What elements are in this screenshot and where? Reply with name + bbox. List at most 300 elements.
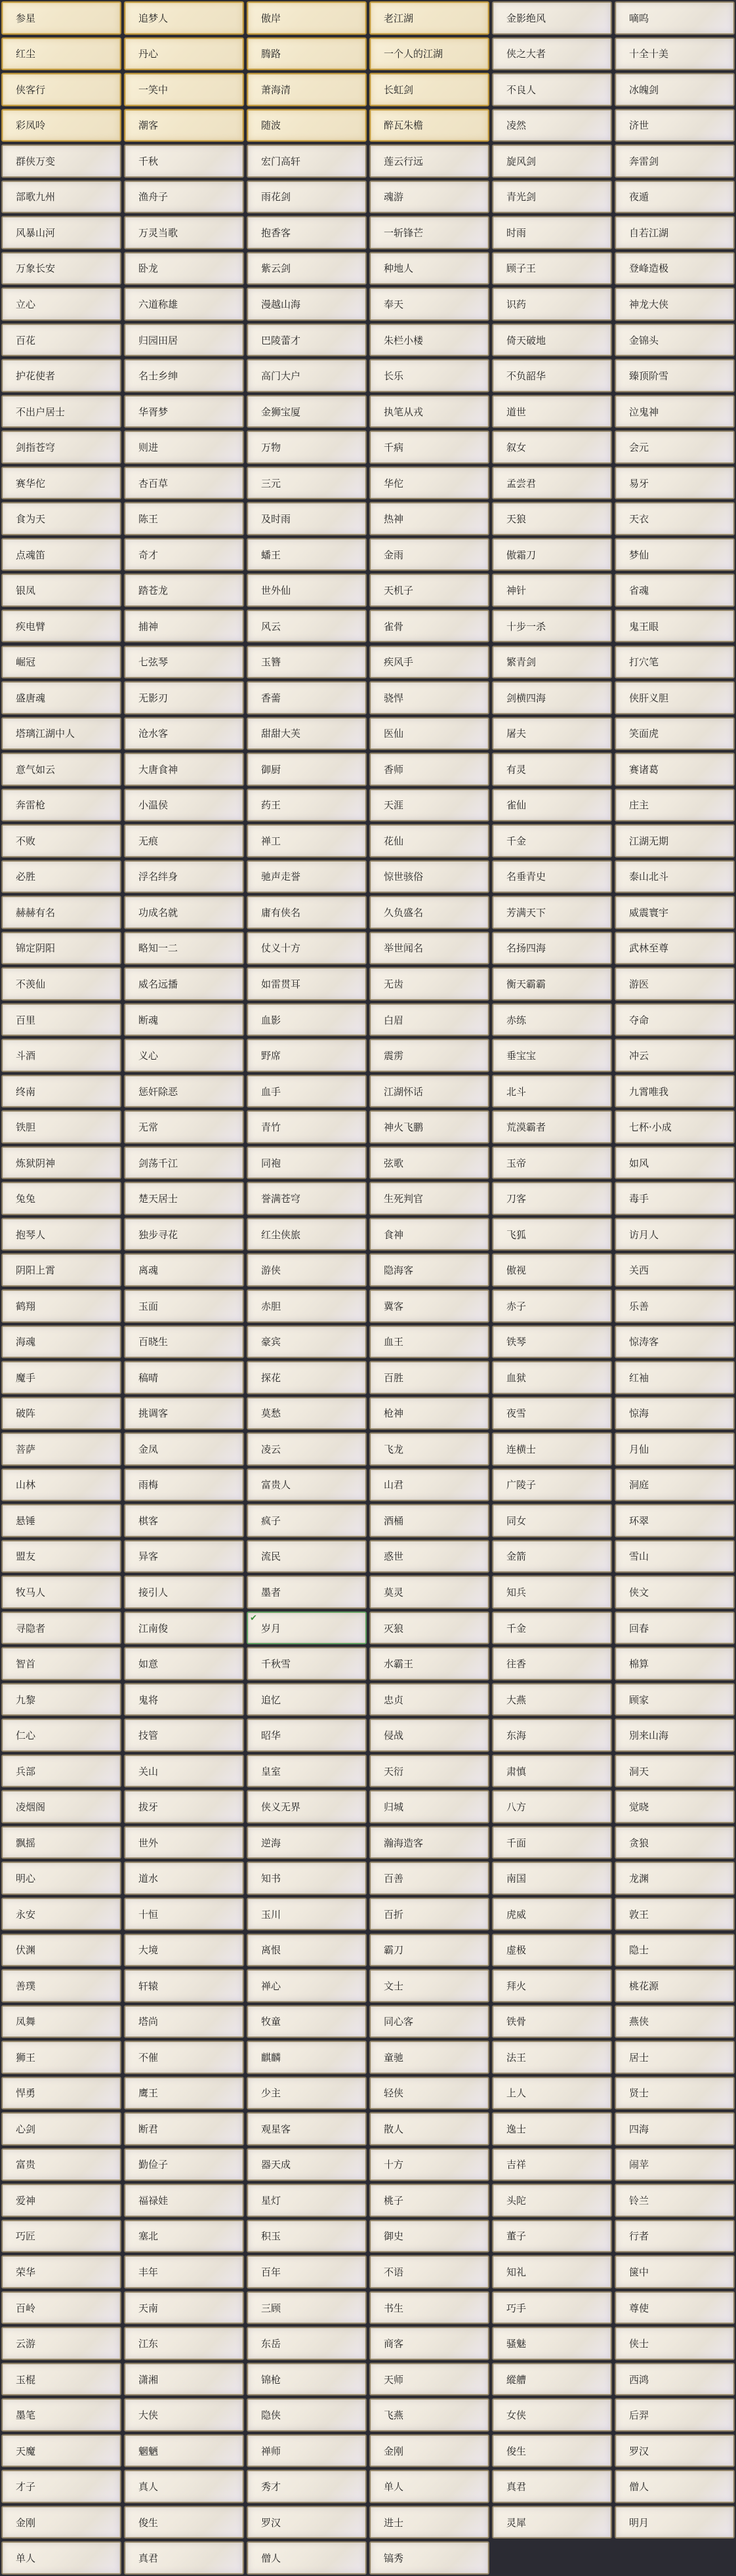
title-card[interactable] xyxy=(369,1146,489,1180)
title-card[interactable] xyxy=(247,1218,367,1251)
title-card[interactable] xyxy=(247,1755,367,1788)
title-card[interactable] xyxy=(124,1861,244,1895)
title-card[interactable] xyxy=(369,2363,489,2396)
title-card[interactable] xyxy=(1,2434,121,2468)
title-card[interactable] xyxy=(124,287,244,321)
title-card[interactable] xyxy=(369,1361,489,1394)
title-card[interactable] xyxy=(369,1683,489,1716)
title-card[interactable] xyxy=(124,1504,244,1537)
title-card[interactable] xyxy=(247,73,367,106)
title-card[interactable] xyxy=(492,467,612,500)
title-card[interactable] xyxy=(247,932,367,965)
title-card[interactable] xyxy=(615,1325,735,1359)
title-card[interactable] xyxy=(369,1826,489,1859)
title-card[interactable] xyxy=(1,1289,121,1323)
title-card[interactable] xyxy=(124,2434,244,2468)
title-card[interactable] xyxy=(615,1861,735,1895)
title-card[interactable] xyxy=(369,573,489,607)
title-card[interactable] xyxy=(615,1611,735,1645)
title-card[interactable] xyxy=(1,1110,121,1144)
title-card[interactable] xyxy=(124,2398,244,2432)
title-card[interactable] xyxy=(247,1432,367,1466)
title-card[interactable] xyxy=(247,1468,367,1502)
title-card[interactable] xyxy=(369,896,489,929)
title-card[interactable] xyxy=(124,538,244,571)
title-card[interactable] xyxy=(124,789,244,822)
title-card[interactable] xyxy=(1,1039,121,1072)
title-card[interactable] xyxy=(492,646,612,679)
title-card[interactable] xyxy=(1,1182,121,1215)
title-card[interactable] xyxy=(492,573,612,607)
title-card[interactable] xyxy=(492,359,612,392)
title-card[interactable] xyxy=(369,73,489,106)
title-card[interactable] xyxy=(124,1289,244,1323)
title-card[interactable] xyxy=(247,1397,367,1430)
title-card[interactable] xyxy=(492,1146,612,1180)
title-card[interactable] xyxy=(615,73,735,106)
title-card[interactable] xyxy=(247,2541,367,2575)
title-card[interactable] xyxy=(615,2398,735,2432)
title-card[interactable] xyxy=(247,1718,367,1752)
title-card[interactable] xyxy=(124,1934,244,1967)
title-card[interactable] xyxy=(247,824,367,858)
title-card[interactable] xyxy=(247,753,367,786)
title-card[interactable] xyxy=(615,467,735,500)
title-card[interactable] xyxy=(124,2220,244,2253)
title-card[interactable] xyxy=(124,2184,244,2217)
title-card[interactable] xyxy=(615,860,735,894)
title-card[interactable] xyxy=(492,2291,612,2325)
title-card[interactable] xyxy=(615,323,735,357)
title-card[interactable] xyxy=(1,467,121,500)
title-card[interactable] xyxy=(124,467,244,500)
title-card[interactable] xyxy=(615,1898,735,1931)
title-card[interactable] xyxy=(492,1075,612,1108)
title-card[interactable] xyxy=(247,395,367,428)
title-card[interactable] xyxy=(369,717,489,751)
title-card[interactable] xyxy=(615,753,735,786)
title-card[interactable] xyxy=(369,646,489,679)
title-card[interactable] xyxy=(492,610,612,643)
title-card[interactable] xyxy=(1,538,121,571)
title-card[interactable] xyxy=(1,323,121,357)
title-card[interactable] xyxy=(615,1218,735,1251)
title-card[interactable] xyxy=(615,1182,735,1215)
title-card[interactable] xyxy=(615,395,735,428)
title-card[interactable] xyxy=(1,1253,121,1287)
title-card[interactable] xyxy=(1,932,121,965)
title-card[interactable] xyxy=(124,932,244,965)
title-card[interactable] xyxy=(492,2506,612,2539)
title-card[interactable] xyxy=(615,1683,735,1716)
title-card[interactable] xyxy=(369,1182,489,1215)
title-card[interactable] xyxy=(124,252,244,285)
title-card[interactable] xyxy=(615,1755,735,1788)
title-card[interactable] xyxy=(615,1003,735,1037)
title-card[interactable] xyxy=(1,2363,121,2396)
title-card[interactable] xyxy=(615,824,735,858)
title-card[interactable] xyxy=(369,1218,489,1251)
title-card[interactable] xyxy=(369,467,489,500)
title-card[interactable] xyxy=(1,395,121,428)
title-card[interactable] xyxy=(124,753,244,786)
title-card[interactable] xyxy=(492,824,612,858)
title-card[interactable] xyxy=(124,109,244,142)
title-card[interactable] xyxy=(247,1898,367,1931)
title-card[interactable] xyxy=(615,1826,735,1859)
title-card[interactable] xyxy=(369,824,489,858)
title-card[interactable] xyxy=(492,1468,612,1502)
title-card[interactable] xyxy=(615,502,735,535)
title-card[interactable] xyxy=(369,323,489,357)
title-card[interactable] xyxy=(124,1397,244,1430)
title-card[interactable] xyxy=(1,1898,121,1931)
title-card[interactable] xyxy=(615,789,735,822)
title-card[interactable] xyxy=(615,967,735,1001)
title-card[interactable] xyxy=(369,1647,489,1680)
title-card[interactable] xyxy=(615,1647,735,1680)
title-card[interactable] xyxy=(247,1039,367,1072)
title-card[interactable] xyxy=(247,1003,367,1037)
title-card[interactable] xyxy=(615,2470,735,2503)
title-card[interactable] xyxy=(1,1361,121,1394)
title-card[interactable] xyxy=(247,2112,367,2146)
title-card[interactable] xyxy=(615,2220,735,2253)
title-card[interactable] xyxy=(492,1182,612,1215)
title-card[interactable] xyxy=(1,1755,121,1788)
title-card[interactable] xyxy=(492,1540,612,1573)
title-card[interactable] xyxy=(369,789,489,822)
title-card[interactable] xyxy=(247,1934,367,1967)
title-card[interactable] xyxy=(1,287,121,321)
title-card[interactable] xyxy=(1,216,121,249)
title-card[interactable] xyxy=(492,180,612,214)
title-card[interactable] xyxy=(615,2363,735,2396)
title-card[interactable] xyxy=(492,1755,612,1788)
title-card[interactable] xyxy=(492,1647,612,1680)
title-card[interactable] xyxy=(369,1003,489,1037)
title-card[interactable] xyxy=(247,896,367,929)
title-card[interactable] xyxy=(124,1718,244,1752)
title-card[interactable] xyxy=(247,1146,367,1180)
title-card[interactable] xyxy=(124,967,244,1001)
title-card[interactable] xyxy=(492,1504,612,1537)
title-card[interactable] xyxy=(247,1253,367,1287)
title-card[interactable] xyxy=(492,502,612,535)
title-card[interactable] xyxy=(369,1790,489,1823)
title-card[interactable] xyxy=(247,1611,367,1645)
title-card[interactable] xyxy=(615,2005,735,2039)
title-card[interactable] xyxy=(615,1146,735,1180)
title-card[interactable] xyxy=(124,1468,244,1502)
title-card[interactable] xyxy=(369,1969,489,2003)
title-card[interactable] xyxy=(492,1325,612,1359)
title-card[interactable] xyxy=(124,1361,244,1394)
title-card[interactable] xyxy=(124,1647,244,1680)
title-card[interactable] xyxy=(124,2327,244,2360)
title-card[interactable] xyxy=(247,359,367,392)
title-card[interactable] xyxy=(492,395,612,428)
title-card[interactable] xyxy=(492,896,612,929)
title-card[interactable] xyxy=(615,1718,735,1752)
title-card[interactable] xyxy=(247,538,367,571)
title-card[interactable] xyxy=(369,1,489,35)
title-card[interactable] xyxy=(124,323,244,357)
title-card[interactable] xyxy=(1,430,121,464)
title-card[interactable] xyxy=(247,109,367,142)
title-card[interactable] xyxy=(369,2112,489,2146)
title-card[interactable] xyxy=(615,896,735,929)
title-card[interactable] xyxy=(124,1218,244,1251)
title-card[interactable] xyxy=(369,2506,489,2539)
title-card[interactable] xyxy=(1,1397,121,1430)
title-card[interactable] xyxy=(124,216,244,249)
title-card[interactable] xyxy=(124,646,244,679)
title-card[interactable] xyxy=(615,1934,735,1967)
title-card[interactable] xyxy=(615,1,735,35)
title-card[interactable] xyxy=(247,2327,367,2360)
title-card[interactable] xyxy=(615,2327,735,2360)
title-card[interactable] xyxy=(369,2220,489,2253)
title-card[interactable] xyxy=(492,216,612,249)
title-card[interactable] xyxy=(1,1,121,35)
title-card[interactable] xyxy=(615,287,735,321)
title-card[interactable] xyxy=(1,610,121,643)
title-card[interactable] xyxy=(1,1861,121,1895)
title-card[interactable] xyxy=(124,180,244,214)
title-card[interactable] xyxy=(492,1861,612,1895)
title-card[interactable] xyxy=(1,144,121,178)
title-card[interactable] xyxy=(1,2506,121,2539)
title-card[interactable] xyxy=(369,1934,489,1967)
title-card[interactable] xyxy=(247,144,367,178)
title-card[interactable] xyxy=(124,2541,244,2575)
title-card[interactable] xyxy=(247,2398,367,2432)
title-card[interactable] xyxy=(247,430,367,464)
title-card[interactable] xyxy=(369,1504,489,1537)
title-card[interactable] xyxy=(615,1504,735,1537)
title-card[interactable] xyxy=(1,180,121,214)
title-card[interactable] xyxy=(124,1110,244,1144)
title-card[interactable] xyxy=(369,1718,489,1752)
title-card[interactable] xyxy=(1,2077,121,2110)
title-card[interactable] xyxy=(1,860,121,894)
title-card[interactable] xyxy=(492,1718,612,1752)
title-card[interactable] xyxy=(615,2255,735,2289)
title-card[interactable] xyxy=(247,467,367,500)
title-card[interactable] xyxy=(247,2005,367,2039)
title-card[interactable] xyxy=(492,144,612,178)
title-card[interactable] xyxy=(492,1934,612,1967)
title-card[interactable] xyxy=(615,2434,735,2468)
title-card[interactable] xyxy=(369,359,489,392)
title-card[interactable] xyxy=(1,2327,121,2360)
title-card[interactable] xyxy=(247,1575,367,1609)
title-card[interactable] xyxy=(615,216,735,249)
title-card[interactable] xyxy=(247,1790,367,1823)
title-card[interactable] xyxy=(124,1540,244,1573)
title-card[interactable] xyxy=(369,395,489,428)
title-card[interactable] xyxy=(492,860,612,894)
title-card[interactable] xyxy=(369,502,489,535)
title-card[interactable] xyxy=(247,216,367,249)
title-card[interactable] xyxy=(615,1110,735,1144)
title-card[interactable] xyxy=(247,573,367,607)
title-card[interactable] xyxy=(124,1432,244,1466)
title-card[interactable] xyxy=(492,1218,612,1251)
title-card[interactable] xyxy=(1,359,121,392)
title-card[interactable] xyxy=(247,287,367,321)
title-card[interactable] xyxy=(615,1468,735,1502)
title-card[interactable] xyxy=(124,1003,244,1037)
title-card[interactable] xyxy=(124,1898,244,1931)
title-card[interactable] xyxy=(369,1325,489,1359)
title-card[interactable] xyxy=(1,2398,121,2432)
title-card[interactable] xyxy=(247,502,367,535)
title-card[interactable] xyxy=(615,180,735,214)
title-card[interactable] xyxy=(492,1003,612,1037)
title-card[interactable] xyxy=(492,37,612,71)
title-card[interactable] xyxy=(1,2470,121,2503)
title-card[interactable] xyxy=(247,1,367,35)
title-card[interactable] xyxy=(615,681,735,715)
title-card[interactable] xyxy=(1,646,121,679)
title-card[interactable] xyxy=(247,1361,367,1394)
title-card[interactable] xyxy=(492,287,612,321)
title-card[interactable] xyxy=(369,932,489,965)
title-card[interactable] xyxy=(615,717,735,751)
title-card[interactable] xyxy=(247,1969,367,2003)
title-card[interactable] xyxy=(247,789,367,822)
title-card[interactable] xyxy=(615,2184,735,2217)
title-card[interactable] xyxy=(247,1683,367,1716)
title-card[interactable] xyxy=(1,73,121,106)
title-card[interactable] xyxy=(247,1289,367,1323)
title-card[interactable] xyxy=(124,2077,244,2110)
title-card[interactable] xyxy=(247,1540,367,1573)
title-card[interactable] xyxy=(369,2541,489,2575)
title-card[interactable] xyxy=(492,252,612,285)
title-card[interactable] xyxy=(492,717,612,751)
title-card[interactable] xyxy=(615,932,735,965)
title-card[interactable] xyxy=(1,1003,121,1037)
title-card[interactable] xyxy=(369,2005,489,2039)
title-card[interactable] xyxy=(124,2291,244,2325)
title-card[interactable] xyxy=(124,2148,244,2182)
title-card[interactable] xyxy=(492,1432,612,1466)
title-card[interactable] xyxy=(492,2041,612,2074)
title-card[interactable] xyxy=(247,2470,367,2503)
title-card[interactable] xyxy=(492,1361,612,1394)
title-card[interactable] xyxy=(492,2077,612,2110)
title-card[interactable] xyxy=(124,1575,244,1609)
title-card[interactable] xyxy=(369,681,489,715)
title-card[interactable] xyxy=(1,37,121,71)
title-card[interactable] xyxy=(1,502,121,535)
title-card[interactable] xyxy=(369,2327,489,2360)
title-card[interactable] xyxy=(1,1790,121,1823)
title-card[interactable] xyxy=(124,1146,244,1180)
title-card[interactable] xyxy=(124,359,244,392)
title-card[interactable] xyxy=(615,2291,735,2325)
title-card[interactable] xyxy=(247,2220,367,2253)
title-card[interactable] xyxy=(615,573,735,607)
title-card[interactable] xyxy=(247,37,367,71)
title-card[interactable] xyxy=(369,1468,489,1502)
title-card[interactable] xyxy=(369,2184,489,2217)
title-card[interactable] xyxy=(247,1504,367,1537)
title-card[interactable] xyxy=(615,610,735,643)
title-card[interactable] xyxy=(369,287,489,321)
title-card[interactable] xyxy=(247,2363,367,2396)
title-card[interactable] xyxy=(615,1397,735,1430)
title-card[interactable] xyxy=(1,2255,121,2289)
title-card[interactable] xyxy=(1,1075,121,1108)
title-card[interactable] xyxy=(124,1611,244,1645)
title-card[interactable] xyxy=(492,2434,612,2468)
title-card[interactable] xyxy=(369,2255,489,2289)
title-card[interactable] xyxy=(247,1182,367,1215)
title-card[interactable] xyxy=(247,2077,367,2110)
title-card[interactable] xyxy=(247,1110,367,1144)
title-card[interactable] xyxy=(369,610,489,643)
title-card[interactable] xyxy=(124,430,244,464)
title-card[interactable] xyxy=(615,109,735,142)
title-card[interactable] xyxy=(369,538,489,571)
title-card[interactable] xyxy=(124,1075,244,1108)
title-card[interactable] xyxy=(369,144,489,178)
title-card[interactable] xyxy=(1,753,121,786)
title-card[interactable] xyxy=(492,1790,612,1823)
title-card[interactable] xyxy=(247,1647,367,1680)
title-card[interactable] xyxy=(369,1611,489,1645)
title-card[interactable] xyxy=(369,1898,489,1931)
title-card[interactable] xyxy=(1,1325,121,1359)
title-card[interactable] xyxy=(615,144,735,178)
title-card[interactable] xyxy=(492,538,612,571)
title-card[interactable] xyxy=(1,1432,121,1466)
title-card[interactable] xyxy=(615,1075,735,1108)
title-card[interactable] xyxy=(615,359,735,392)
title-card[interactable] xyxy=(615,2148,735,2182)
title-card[interactable] xyxy=(369,216,489,249)
title-card[interactable] xyxy=(369,1540,489,1573)
title-card[interactable] xyxy=(124,1826,244,1859)
title-card[interactable] xyxy=(1,1504,121,1537)
title-card[interactable] xyxy=(247,646,367,679)
title-card[interactable] xyxy=(492,967,612,1001)
title-card[interactable] xyxy=(1,1540,121,1573)
title-card[interactable] xyxy=(1,1611,121,1645)
title-card[interactable] xyxy=(1,1468,121,1502)
title-card[interactable] xyxy=(369,967,489,1001)
title-card[interactable] xyxy=(124,896,244,929)
title-card[interactable] xyxy=(492,1253,612,1287)
title-card[interactable] xyxy=(124,37,244,71)
title-card[interactable] xyxy=(615,1969,735,2003)
title-card[interactable] xyxy=(615,1540,735,1573)
title-card[interactable] xyxy=(124,395,244,428)
title-card[interactable] xyxy=(369,2148,489,2182)
title-card[interactable] xyxy=(369,753,489,786)
title-card[interactable] xyxy=(1,1575,121,1609)
title-card[interactable] xyxy=(369,1253,489,1287)
title-card[interactable] xyxy=(369,252,489,285)
title-card[interactable] xyxy=(492,109,612,142)
title-card[interactable] xyxy=(492,2363,612,2396)
title-card[interactable] xyxy=(369,1075,489,1108)
title-card[interactable] xyxy=(1,109,121,142)
